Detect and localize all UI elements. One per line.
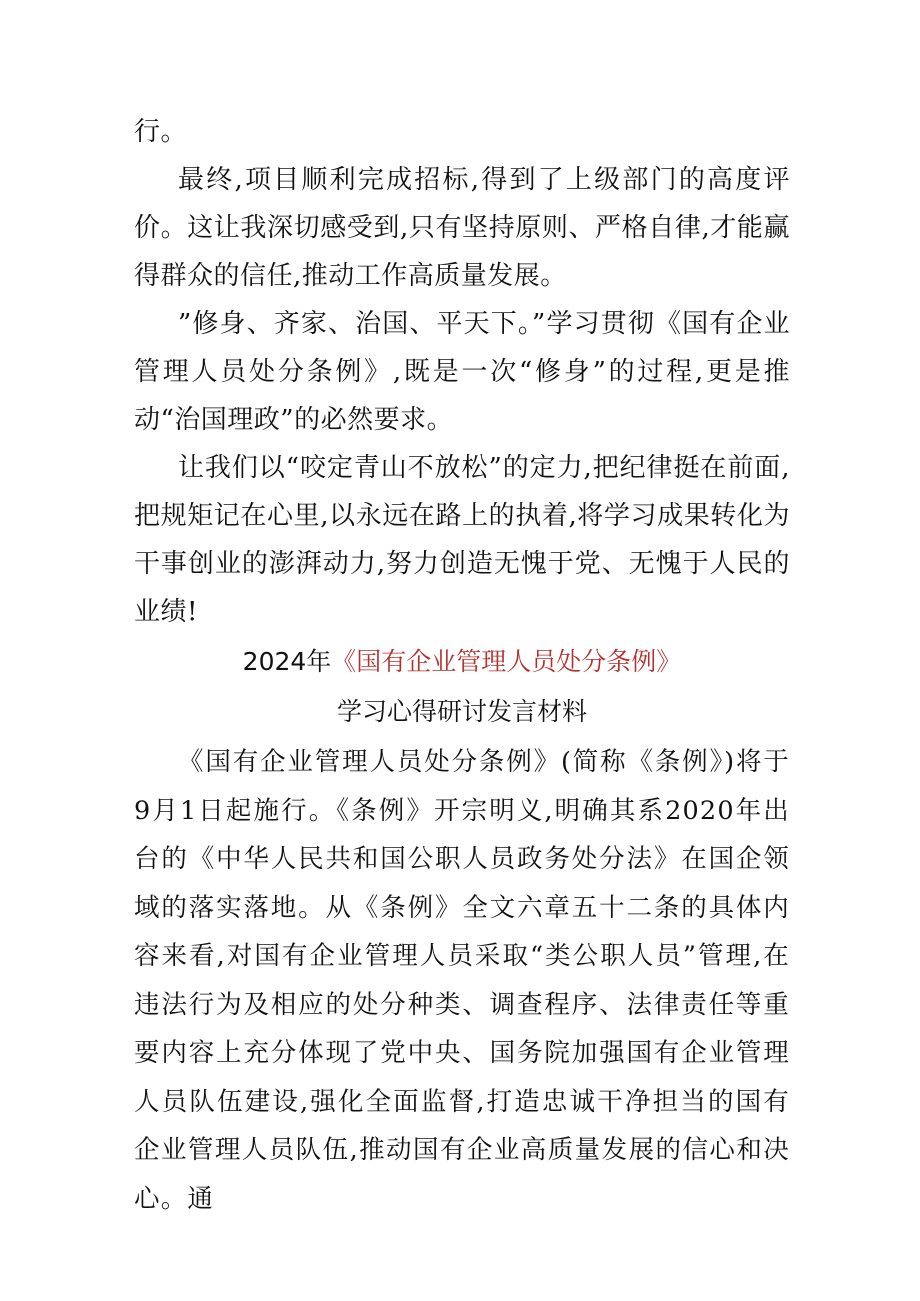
- paragraph-conclusion: 让我们以“咬定青山不放松”的定力,把纪律挺在前面,把规矩记在心里,以永远在路上的执着,将学习成果转化为干事创业的澎湃动力,努力创造无愧于党、无愧于人民的业绩!: [134, 453, 790, 627]
- paragraph-continuation: 行。: [134, 117, 188, 147]
- paragraph-result: 最终,项目顺利完成招标,得到了上级部门的高度评价。这让我深切感受到,只有坚持原则、严格自律,才能赢得群众的信任,推动工作高质量发展。: [134, 165, 790, 291]
- paragraph-introduction: 《国有企业管理人员处分条例》(简称《条例》)将于9月1日起施行。《条例》开宗明义,明确其系2020年出台的《中华人民共和国公职人员政务处分法》在国企领域的落实落地。从《条例》全文六章五十二条的具体内容来看,对国有企业管理人员采取“类公职人员”管理,在违法行为及相应的处分种类、调查程序、法律责任等重要内容上充分体现了党中央、国务院加强国有企业管理人员队伍建设,强化全面监督,打造忠诚干净担当的国有企业管理人员队伍,推动国有企业高质量发展的信心和决心。通: [134, 747, 790, 1214]
- title-regulation: 《国有企业管理人员处分条例》: [331, 647, 682, 676]
- paragraph-self-cultivation: ”修身、齐家、治国、平天下。”学习贯彻《国有企业管理人员处分条例》,既是一次“修身”的过程,更是推动“治国理政”的必然要求。: [134, 309, 790, 435]
- document-page: [134, 108, 790, 1223]
- document-subtitle: 学习心得研讨发言材料: [336, 697, 587, 726]
- title-year: 2024年: [242, 647, 332, 676]
- document-title: [134, 636, 790, 688]
